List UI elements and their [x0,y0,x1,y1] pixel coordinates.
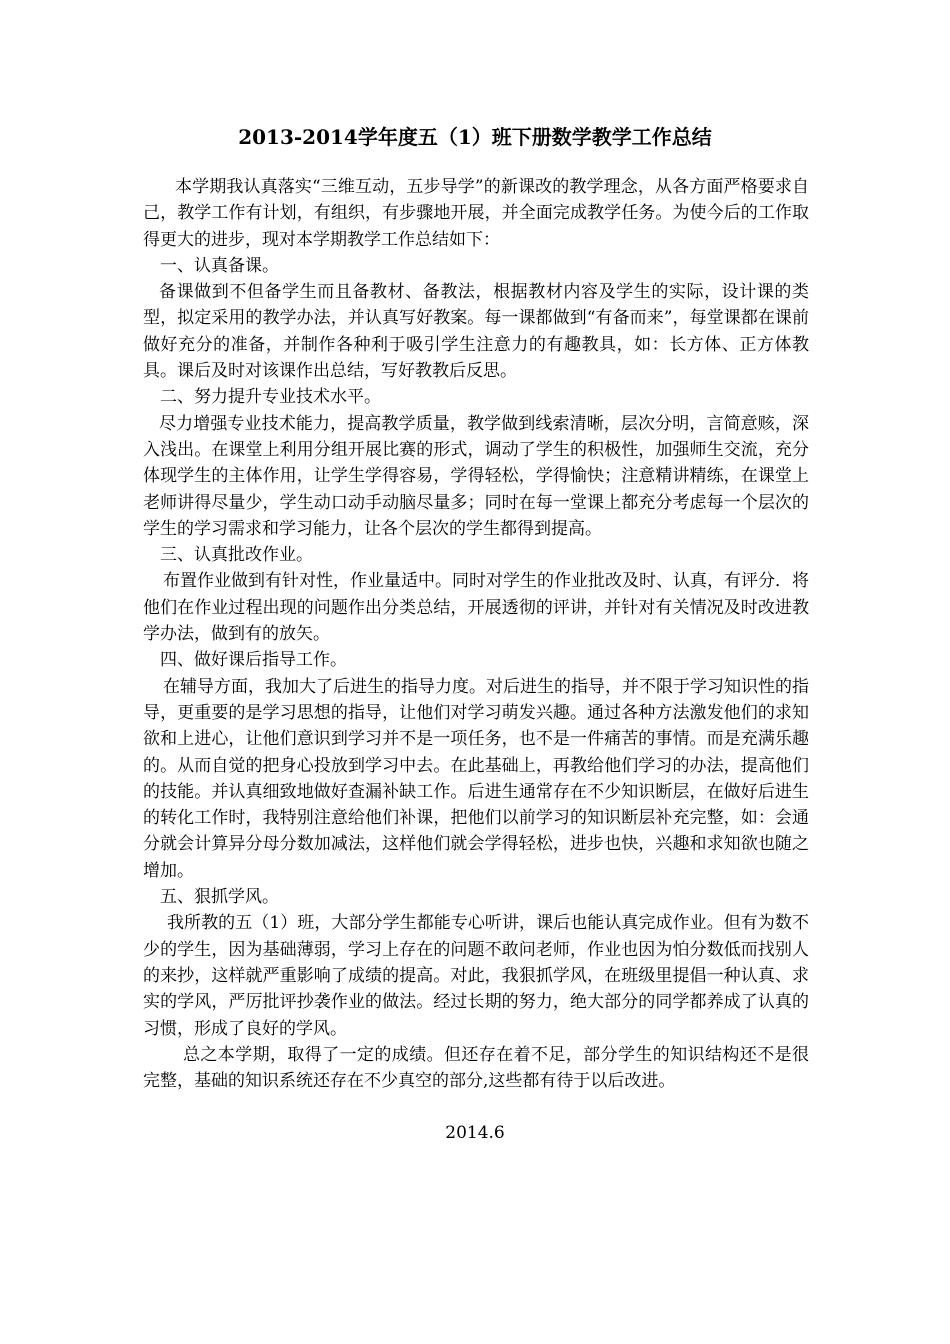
document-date: 2014.6 [445,1123,505,1143]
section-text-4: 在辅导方面，我加大了后进生的指导力度。对后进生的指导，并不限于学习知识性的指导，更重要的是学习思想的指导，让他们对学习萌发兴趣。通过各种方法激发他们的求知欲和上进心，让他们意识到学习并不是一项任务，也不是一件痛苦的事情。而是充满乐趣的。从而自觉的把身心投放到学习中去。在此基础上，再教给他们学习的办法，提高他们的技能。并认真细致地做好查漏补缺工作。后进生通常存在不少知识断层，在做好后进生的转化工作时，我特别注意给他们补课，把他们以前学习的知识断层补充完整，如：会通分就会计算异分母分数加减法，这样他们就会学得轻松，进步也快，兴趣和求知欲也随之增加。 [143,676,809,881]
section-text-3: 布置作业做到有针对性，作业量适中。同时对学生的作业批改及时、认真，有评分．将他们在作业过程出现的问题作出分类总结，开展透彻的评讲，并针对有关情况及时改进教学办法，做到有的放矢。 [143,571,809,645]
document-body [143,174,809,1094]
document-title: 2013-2014学年度五（1）班下册数学教学工作总结 [238,125,712,149]
section-heading-2: 二、努力提升专业技术水平。 [160,387,381,408]
section-text-2: 尽力增强专业技术能力，提高教学质量，教学做到线索清晰，层次分明，言简意赅，深入浅出。在课堂上利用分组开展比赛的形式，调动了学生的积极性，加强师生交流，充分体现学生的主体作用，让学生学得容易，学得轻松，学得愉快；注意精讲精练，在课堂上老师讲得尽量少，学生动口动手动脑尽量多；同时在每一堂课上都充分考虑每一个层次的学生的学习需求和学习能力，让各个层次的学生都得到提高。 [143,413,809,539]
conclusion-paragraph: 总之本学期，取得了一定的成绩。但还存在着不足，部分学生的知识结构还不是很完整，基础的知识系统还存在不少真空的部分,这些都有待于以后改进。 [143,1044,809,1092]
intro-paragraph: 本学期我认真落实“三维互动，五步导学”的新课改的教学理念，从各方面严格要求自己，教学工作有计划，有组织，有步骤地开展，并全面完成教学任务。为使今后的工作取得更大的进步，现对本学期教学工作总结如下： [143,177,809,250]
section-heading-5: 五、狠抓学风。 [160,887,279,908]
section-heading-4: 四、做好课后指导工作。 [160,650,347,671]
section-text-1: 备课做到不但备学生而且备教材、备教法，根据教材内容及学生的实际，设计课的类型，拟定采用的教学办法，并认真写好教案。每一课都做到“有备而来”，每堂课都在课前做好充分的准备，并制作各种利于吸引学生注意力的有趣教具，如：长方体、正方体教具。课后及时对该课作出总结，写好教教后反思。 [143,282,809,382]
section-heading-1: 一、认真备课。 [160,255,279,276]
section-text-5: 我所教的五（1）班，大部分学生都能专心听讲，课后也能认真完成作业。但有为数不少的学生，因为基础薄弱，学习上存在的问题不敢问老师，作业也因为怕分数低而找别人的来抄，这样就严重影响了成绩的提高。对此，我狠抓学风，在班级里提倡一种认真、求实的学风，严厉批评抄袭作业的做法。经过长期的努力，绝大部分的同学都养成了认真的习惯，形成了良好的学风。 [143,913,809,1039]
section-heading-3: 三、认真批改作业。 [160,545,313,566]
